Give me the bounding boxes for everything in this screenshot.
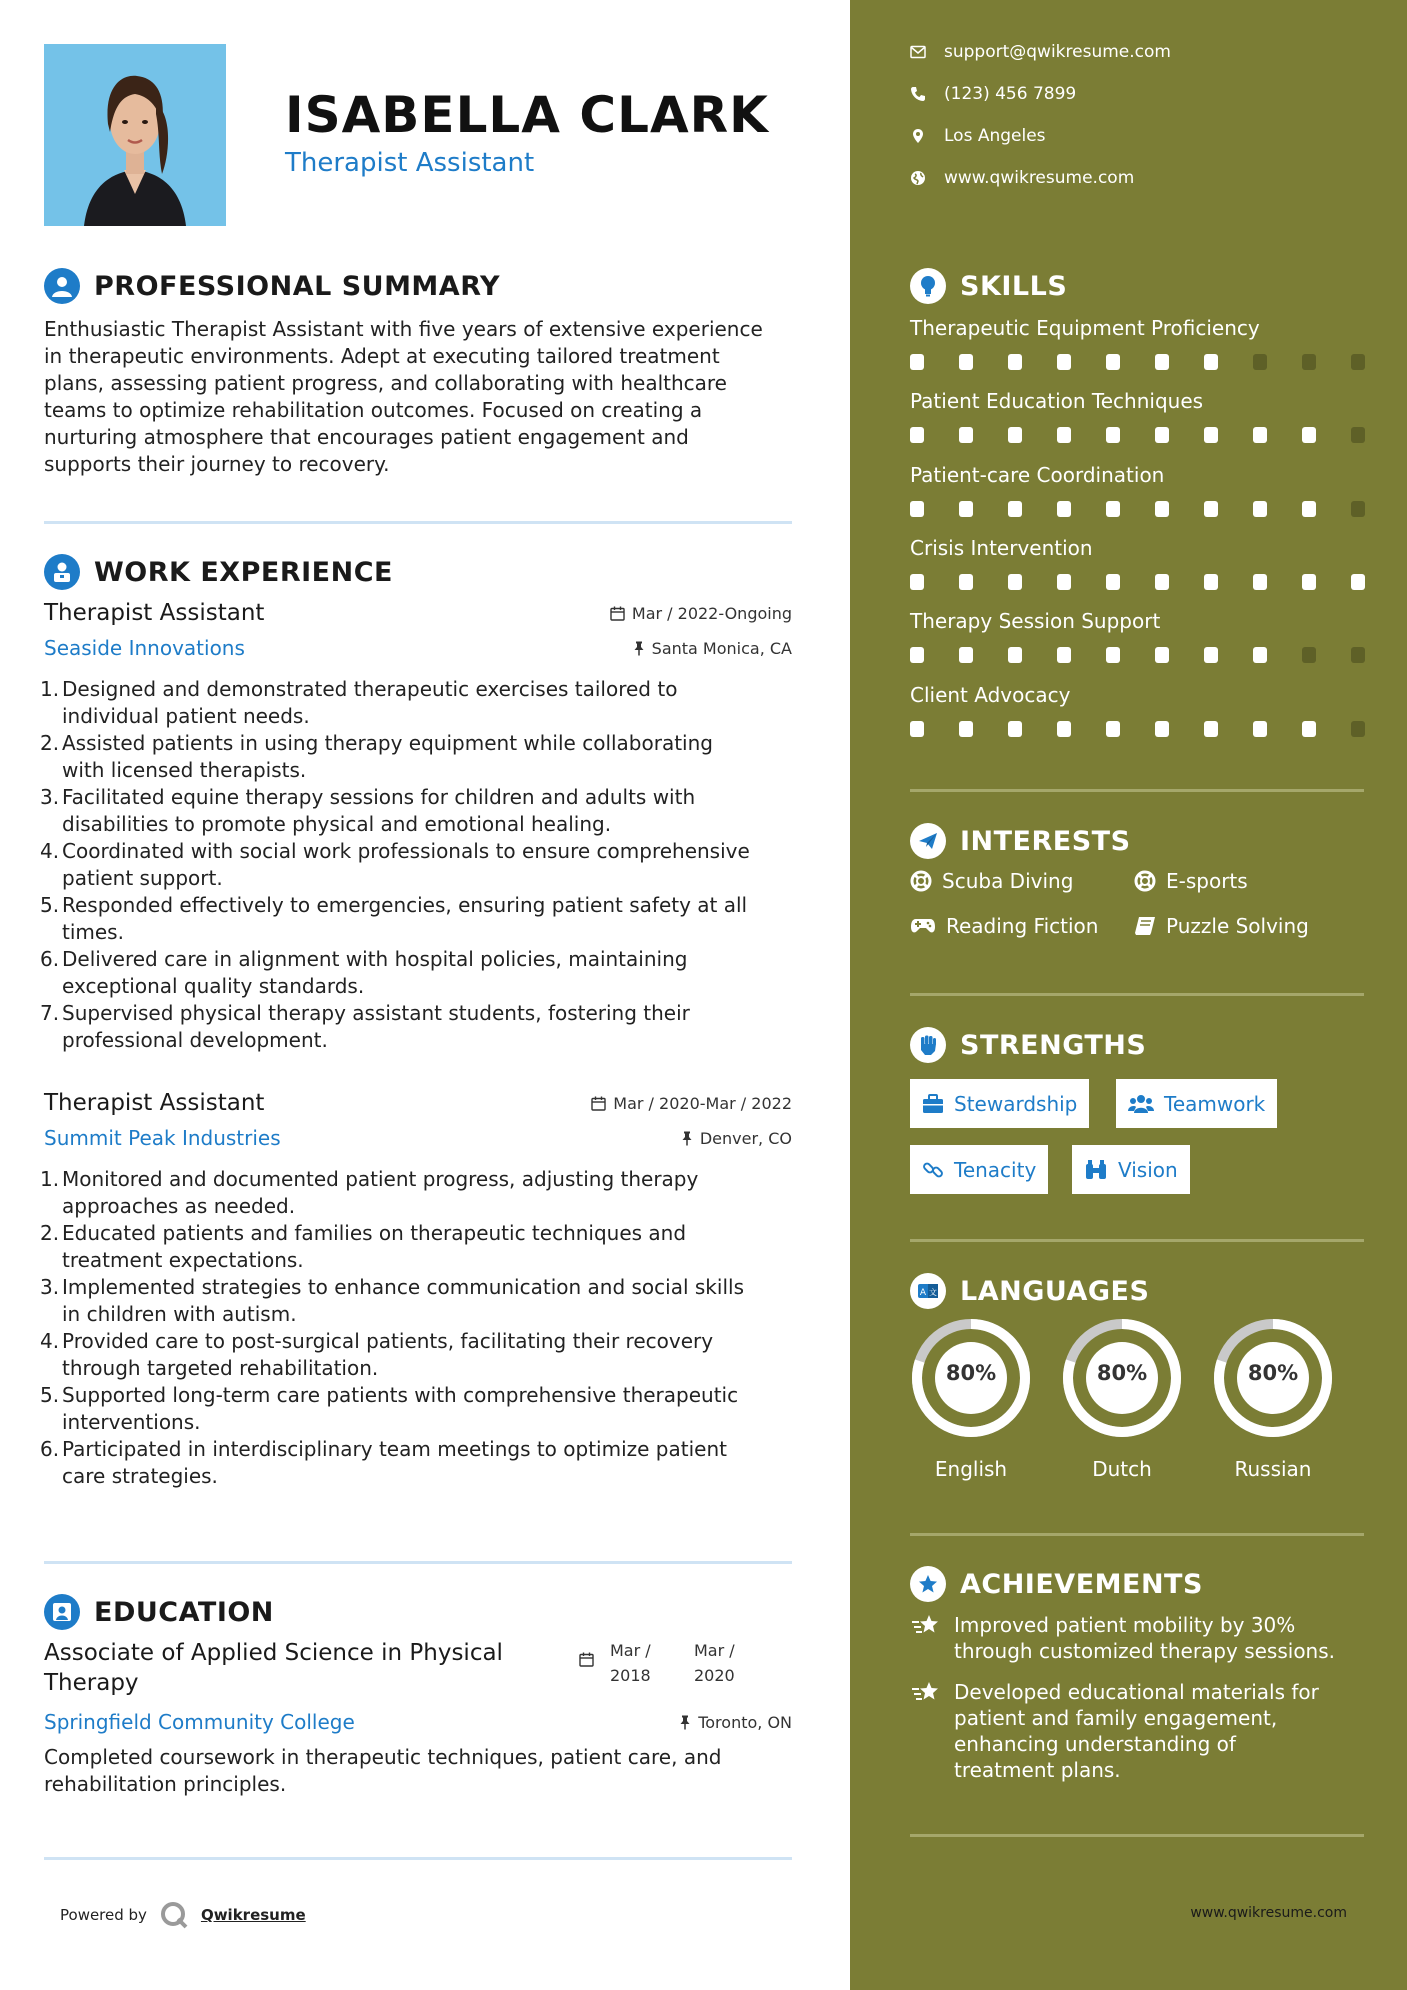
rating-dot-filled [1155, 427, 1169, 443]
rating-dot-filled [1057, 647, 1071, 663]
job-company: Seaside Innovations [44, 636, 245, 660]
language-item [1061, 1317, 1183, 1481]
rating-dot-empty [1351, 501, 1365, 517]
candidate-title: Therapist Assistant [285, 148, 535, 178]
rating-dot-empty [1351, 647, 1365, 663]
svg-text:文: 文 [929, 1288, 937, 1297]
calendar-icon [579, 1652, 594, 1667]
language-item [910, 1317, 1032, 1481]
list-item: 6. Participated in interdisciplinary team meetings to optimize patient care strategies. [40, 1437, 727, 1488]
list-item: 1. Designed and demonstrated therapeutic exercises tailored to individual patient needs. [40, 677, 678, 728]
rating-dot-empty [1351, 721, 1365, 737]
strength-chip: Teamwork [1116, 1079, 1277, 1128]
education-dates: Mar / 2018 Mar / 2020 [579, 1638, 762, 1688]
education-degree: Associate of Applied Science in Physical Therapy [44, 1640, 503, 1696]
rating-dot-filled [1106, 721, 1120, 737]
gamepad-icon [910, 917, 936, 935]
skill-item [910, 389, 1370, 443]
rating-dot-empty [1302, 647, 1316, 663]
lightbulb-icon [910, 268, 946, 304]
interest-item: E-sports [1134, 869, 1248, 893]
rating-dot-filled [1057, 574, 1071, 590]
rating-dot-filled [1253, 501, 1267, 517]
skill-item [910, 609, 1370, 663]
user-icon [44, 268, 80, 304]
interest-item: Reading Fiction [910, 914, 1098, 938]
rating-dot-filled [1204, 354, 1218, 370]
list-item: 4. Coordinated with social work professionals to ensure comprehensive patient support. [40, 839, 750, 890]
job-location: Santa Monica, CA [633, 639, 792, 658]
rating-dot-empty [1302, 354, 1316, 370]
rating-dot-filled [1204, 647, 1218, 663]
rating-dot-filled [1057, 721, 1071, 737]
rating-dot-filled [1106, 574, 1120, 590]
skill-rating [910, 354, 1370, 370]
calendar-icon [591, 1096, 606, 1111]
rating-dot-filled [1155, 501, 1169, 517]
shooting-star-icon [910, 1612, 942, 1638]
rating-dot-filled [1008, 647, 1022, 663]
achievement-item [910, 1612, 1370, 1664]
job-role: Therapist Assistant [44, 1090, 265, 1116]
job-entry [40, 1090, 792, 1490]
list-item: 2. Educated patients and families on therapeutic techniques and treatment expectations. [40, 1221, 687, 1272]
profile-photo [44, 44, 226, 226]
rating-dot-filled [1155, 721, 1169, 737]
qwikresume-link[interactable]: Qwikresume [200, 1906, 306, 1924]
rating-dot-filled [1008, 427, 1022, 443]
skill-rating [910, 647, 1370, 663]
list-item: 4. Provided care to post-surgical patients, facilitating their recovery through targeted rehabilitation. [40, 1329, 714, 1380]
candidate-name: ISABELLA CLARK [285, 86, 769, 144]
rating-dot-filled [1057, 501, 1071, 517]
rating-dot-empty [1351, 427, 1365, 443]
binoculars-icon [1084, 1160, 1108, 1180]
rating-dot-filled [1155, 354, 1169, 370]
section-divider [44, 521, 792, 524]
powered-by: Powered by Qwikresume [60, 1900, 306, 1930]
strength-chip: Tenacity [910, 1145, 1048, 1194]
rating-dot-filled [959, 574, 973, 590]
language-name: Dutch [1092, 1457, 1152, 1481]
contact-location: Los Angeles [910, 126, 1046, 146]
summary-heading: PROFESSIONAL SUMMARY [44, 268, 500, 304]
skill-rating [910, 501, 1370, 517]
rating-dot-filled [959, 647, 973, 663]
envelope-icon [910, 45, 926, 59]
job-role: Therapist Assistant [44, 600, 265, 626]
rating-dot-filled [910, 574, 924, 590]
rating-dot-filled [1008, 721, 1022, 737]
map-marker-icon [910, 128, 926, 144]
briefcase-user-icon [44, 554, 80, 590]
language-percent: 80% [1247, 1361, 1299, 1385]
achievement-text: Improved patient mobility by 30% through customized therapy sessions. [954, 1613, 1336, 1663]
rating-dot-filled [1204, 501, 1218, 517]
language-name: English [934, 1457, 1008, 1481]
section-divider [910, 1239, 1364, 1242]
skill-item [910, 536, 1370, 590]
paper-plane-icon [910, 823, 946, 859]
rating-dot-filled [1204, 574, 1218, 590]
pin-icon [633, 641, 645, 656]
rating-dot-filled [1204, 721, 1218, 737]
shooting-star-icon [910, 1679, 942, 1705]
rating-dot-filled [1253, 721, 1267, 737]
interest-item: Scuba Diving [910, 869, 1073, 893]
pin-icon [681, 1131, 693, 1146]
rating-dot-empty [1253, 354, 1267, 370]
rating-dot-filled [910, 354, 924, 370]
list-item: 7. Supervised physical therapy assistant students, fostering their professional development. [40, 1001, 690, 1052]
list-item: 2. Assisted patients in using therapy equipment while collaborating with licensed therapists. [40, 731, 713, 782]
graduate-icon [44, 1594, 80, 1630]
rating-dot-filled [1155, 574, 1169, 590]
rating-dot-filled [1302, 721, 1316, 737]
achievement-text: Developed educational materials for patient and family engagement, enhancing understanding of treatment plans. [954, 1680, 1319, 1782]
rating-dot-filled [910, 501, 924, 517]
rating-dot-filled [1106, 427, 1120, 443]
svg-text:A: A [919, 1288, 927, 1298]
rating-dot-filled [1253, 427, 1267, 443]
job-bullets [40, 1166, 792, 1490]
summary-text: Enthusiastic Therapist Assistant with five years of extensive experience in therapeutic environments. Adept at executing tailored treatment plans, assessing patient progress, and collaborating with healthcare teams to optimize rehabilitation outcomes. Focused on creating a nurturing atmosphere that encourages patient engagement and supports their journey to recovery. [44, 317, 763, 476]
rating-dot-filled [910, 647, 924, 663]
users-icon [1128, 1094, 1154, 1114]
job-dates: Mar / 2022-Ongoing [610, 604, 792, 623]
book-icon [1134, 916, 1156, 936]
list-item: 5. Responded effectively to emergencies, ensuring patient safety at all times. [40, 893, 748, 944]
experience-heading: WORK EXPERIENCE [44, 554, 393, 590]
footer-website[interactable]: www.qwikresume.com [1190, 1905, 1347, 1921]
link-icon [922, 1159, 944, 1181]
fist-icon [910, 1027, 946, 1063]
language-percent: 80% [1096, 1361, 1148, 1385]
section-divider [910, 789, 1364, 792]
achievements-heading: ACHIEVEMENTS [910, 1566, 1203, 1602]
job-bullets [40, 676, 792, 1054]
rating-dot-filled [1106, 354, 1120, 370]
job-dates: Mar / 2020-Mar / 2022 [591, 1094, 792, 1113]
skill-name: Crisis Intervention [910, 536, 1093, 560]
briefcase-icon [922, 1094, 944, 1114]
rating-dot-filled [1253, 647, 1267, 663]
contact-email[interactable]: support@qwikresume.com [910, 42, 1171, 62]
list-item: 5. Supported long-term care patients with comprehensive therapeutic interventions. [40, 1383, 739, 1434]
contact-phone[interactable]: (123) 456 7899 [910, 84, 1076, 104]
interest-item: Puzzle Solving [1134, 914, 1309, 938]
rating-dot-filled [1106, 647, 1120, 663]
education-description: Completed coursework in therapeutic techniques, patient care, and rehabilitation principles. [44, 1745, 722, 1796]
pin-icon [679, 1715, 691, 1730]
language-icon [910, 1273, 946, 1309]
rating-dot-filled [1008, 354, 1022, 370]
rating-dot-filled [1106, 501, 1120, 517]
rating-dot-filled [959, 427, 973, 443]
skills-heading: SKILLS [910, 268, 1067, 304]
language-percent: 80% [945, 1361, 997, 1385]
strength-chip: Vision [1072, 1145, 1190, 1194]
star-badge-icon [910, 1566, 946, 1602]
job-company: Summit Peak Industries [44, 1126, 281, 1150]
skill-name: Therapeutic Equipment Proficiency [910, 316, 1260, 340]
section-divider [44, 1857, 792, 1860]
rating-dot-filled [1008, 501, 1022, 517]
rating-dot-filled [1008, 574, 1022, 590]
skill-name: Therapy Session Support [910, 609, 1161, 633]
education-school: Springfield Community College [44, 1710, 355, 1734]
strengths-heading: STRENGTHS [910, 1027, 1146, 1063]
calendar-icon [610, 606, 625, 621]
skill-rating [910, 574, 1370, 590]
rating-dot-filled [1302, 427, 1316, 443]
phone-icon [910, 86, 926, 102]
list-item: 1. Monitored and documented patient progress, adjusting therapy approaches as needed. [40, 1167, 699, 1218]
rating-dot-filled [1302, 574, 1316, 590]
education-entry [44, 1638, 792, 1798]
interests-heading: INTERESTS [910, 823, 1131, 859]
strength-chip: Stewardship [910, 1079, 1089, 1128]
languages-heading: A 文 LANGUAGES [910, 1273, 1149, 1309]
language-name: Russian [1234, 1457, 1312, 1481]
skill-item [910, 316, 1370, 370]
skill-name: Client Advocacy [910, 683, 1071, 707]
globe-icon [910, 170, 926, 186]
rating-dot-filled [1302, 501, 1316, 517]
rating-dot-filled [910, 427, 924, 443]
section-divider [910, 1533, 1364, 1536]
qwikresume-logo-icon [159, 1900, 189, 1930]
rating-dot-filled [959, 354, 973, 370]
life-ring-icon [910, 870, 932, 892]
skill-item [910, 463, 1370, 517]
rating-dot-filled [1057, 354, 1071, 370]
education-heading: EDUCATION [44, 1594, 274, 1630]
list-item: 3. Implemented strategies to enhance communication and social skills in children with autism. [40, 1275, 744, 1326]
rating-dot-filled [910, 721, 924, 737]
rating-dot-filled [959, 501, 973, 517]
education-location: Toronto, ON [679, 1713, 792, 1732]
skill-name: Patient-care Coordination [910, 463, 1165, 487]
section-divider [910, 993, 1364, 996]
rating-dot-filled [959, 721, 973, 737]
achievement-item [910, 1679, 1370, 1783]
rating-dot-filled [1253, 574, 1267, 590]
sidebar [850, 0, 1407, 1990]
contact-website[interactable]: www.qwikresume.com [910, 168, 1134, 188]
life-ring-icon [1134, 870, 1156, 892]
section-divider [910, 1834, 1364, 1837]
job-location: Denver, CO [681, 1129, 792, 1148]
list-item: 6. Delivered care in alignment with hospital policies, maintaining exceptional quality standards. [40, 947, 688, 998]
skill-name: Patient Education Techniques [910, 389, 1204, 413]
language-item [1212, 1317, 1334, 1481]
job-entry [40, 600, 792, 1054]
rating-dot-filled [1351, 574, 1365, 590]
list-item: 3. Facilitated equine therapy sessions for children and adults with disabilities to promote physical and emotional healing. [40, 785, 696, 836]
rating-dot-empty [1351, 354, 1365, 370]
skill-item [910, 683, 1370, 737]
section-divider [44, 1561, 792, 1564]
skill-rating [910, 721, 1370, 737]
rating-dot-filled [1057, 427, 1071, 443]
skill-rating [910, 427, 1370, 443]
rating-dot-filled [1155, 647, 1169, 663]
rating-dot-filled [1204, 427, 1218, 443]
